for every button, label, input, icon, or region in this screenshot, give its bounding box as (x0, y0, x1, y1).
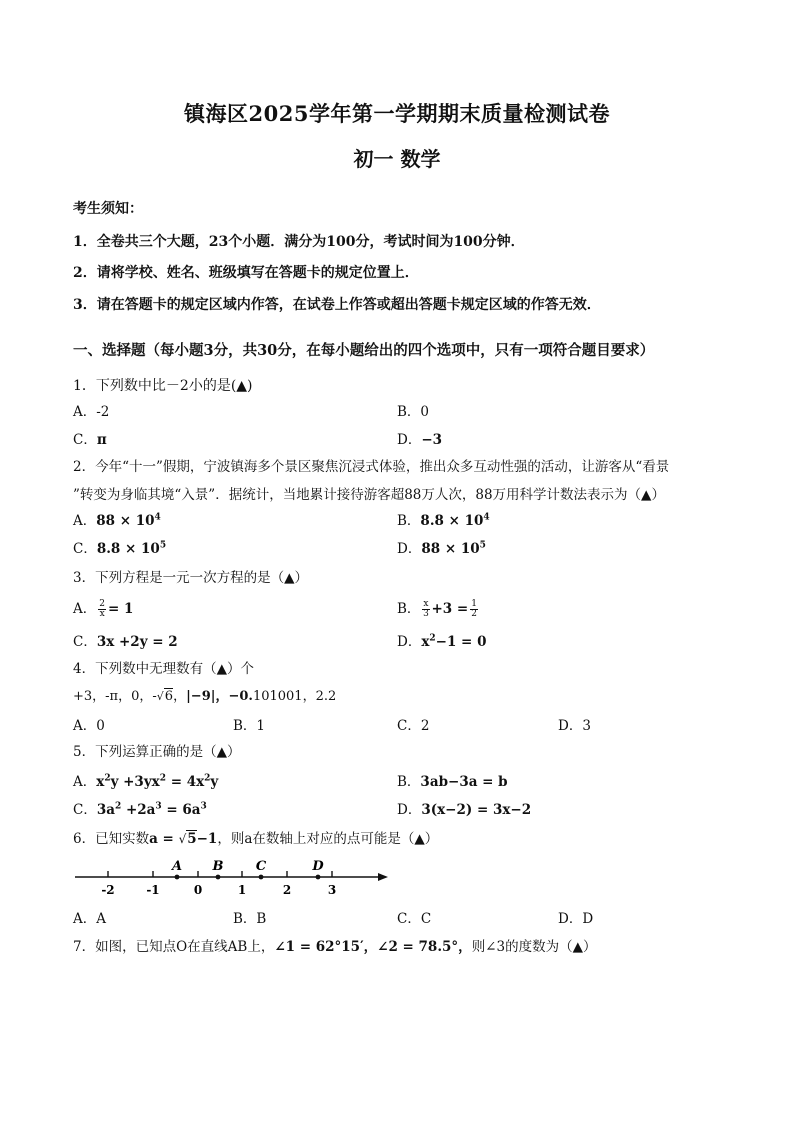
section-1-heading: 一、选择题（每小题3分，共30分，在每小题给出的四个选项中，只有一项符合题目要求） (73, 342, 655, 359)
q2-option-c: C．$8.8 \times 10^5$ (73, 540, 167, 557)
q5-option-a: A．$x^2y +3yx^2 = 4x^2y$ (73, 773, 219, 790)
q1-option-b: B．0 (397, 404, 430, 420)
q4-option-c: C．2 (397, 718, 430, 734)
axis-tick-label: 3 (327, 883, 337, 897)
q3-option-d: D．$x^2-1 = 0$ (397, 633, 487, 650)
q3-option-b: B． $\frac{x}{3}$ +3 = $\frac{1}{2}$ (397, 599, 477, 619)
q2-option-b: B．$8.8 \times 10^4$ (397, 512, 490, 529)
point-b-label: B (212, 859, 224, 874)
fraction: $\frac{x}{3}$ (423, 599, 429, 619)
q4-option-d: D．3 (558, 718, 591, 734)
q2-stem-line-1: 2．今年“十一”假期，宁波镇海多个景区聚焦沉浸式体验，推出众多互动性强的活动，让游客从“看景 (73, 459, 670, 475)
q1-option-c: C．π (73, 432, 107, 448)
notice-item-1: 1．全卷共三个大题，23个小题．满分为100分，考试时间为100分钟． (73, 234, 525, 250)
q6-option-a: A．A (73, 911, 106, 927)
q5-stem: 5．下列运算正确的是（▲） (73, 744, 241, 760)
notice-item-2: 2．请将学校、姓名、班级填写在答题卡的规定位置上． (73, 265, 419, 281)
q3-stem: 3．下列方程是一元一次方程的是（▲） (73, 570, 308, 586)
q6-stem: 6．已知实数a = √5−1，则a在数轴上对应的点可能是（▲） (73, 831, 439, 847)
q4-number-list: +3，-π，0，-√6，|−9|，−0.101001，2.2 (73, 689, 337, 704)
q5-option-c: C．$3a^2 +2a^3 = 6a^3$ (73, 801, 207, 818)
fraction: $\frac{2}{x}$ (99, 599, 105, 619)
q3-option-a: A． $\frac{2}{x}$ = 1 (73, 599, 134, 619)
q5-option-d: D．3(x−2) = 3x−2 (397, 802, 532, 818)
q2-option-d: D．$88 \times 10^5$ (397, 540, 486, 557)
point-c-label: C (255, 859, 267, 874)
q6-option-c: C．C (397, 911, 432, 927)
axis-tick-label: -1 (146, 883, 160, 897)
point-a-dot (175, 875, 180, 880)
exam-subtitle: 初一 数学 (353, 147, 441, 171)
axis-tick-label: 2 (282, 883, 292, 897)
q2-option-a: A．$88 \times 10^4$ (73, 512, 161, 529)
fraction: $\frac{1}{2}$ (471, 599, 477, 619)
q6-option-b: B．B (233, 911, 267, 927)
q1-stem: 1．下列数中比－2小的是(▲) (73, 378, 253, 394)
q4-option-b: B．1 (233, 718, 266, 734)
q5-option-b: B．3ab−3a = b (397, 774, 508, 790)
point-a-label: A (171, 859, 183, 874)
q7-stem: 7．如图，已知点O在直线AB上，∠1 = 62°15′，∠2 = 78.5°，则∠3的度数为（▲） (73, 939, 597, 955)
number-line-figure (70, 855, 395, 900)
exam-title: 镇海区2025学年第一学期期末质量检测试卷 (184, 101, 610, 126)
axis-tick-label: 0 (193, 883, 203, 897)
axis-tick-label: 1 (237, 883, 247, 897)
point-b-dot (216, 875, 221, 880)
q6-option-d: D．D (558, 911, 594, 927)
q1-option-d: D．−3 (397, 432, 443, 448)
point-d-label: D (312, 859, 324, 874)
number-line-arrow-icon (378, 873, 388, 881)
q4-stem: 4．下列数中无理数有（▲）个 (73, 661, 254, 677)
point-d-dot (316, 875, 321, 880)
point-c-dot (259, 875, 264, 880)
notice-heading: 考生须知： (73, 201, 143, 217)
q1-option-a: A．-2 (73, 404, 110, 420)
axis-tick-label: -2 (101, 883, 115, 897)
q4-option-a: A．0 (73, 718, 105, 734)
q2-stem-line-2: ”转变为身临其境“入景”．据统计，当地累计接待游客超88万人次，88万用科学计数法表示为（▲） (73, 487, 665, 503)
q3-option-c: C．3x +2y = 2 (73, 634, 178, 650)
notice-item-3: 3．请在答题卡的规定区域内作答，在试卷上作答或超出答题卡规定区域的作答无效． (73, 297, 601, 313)
